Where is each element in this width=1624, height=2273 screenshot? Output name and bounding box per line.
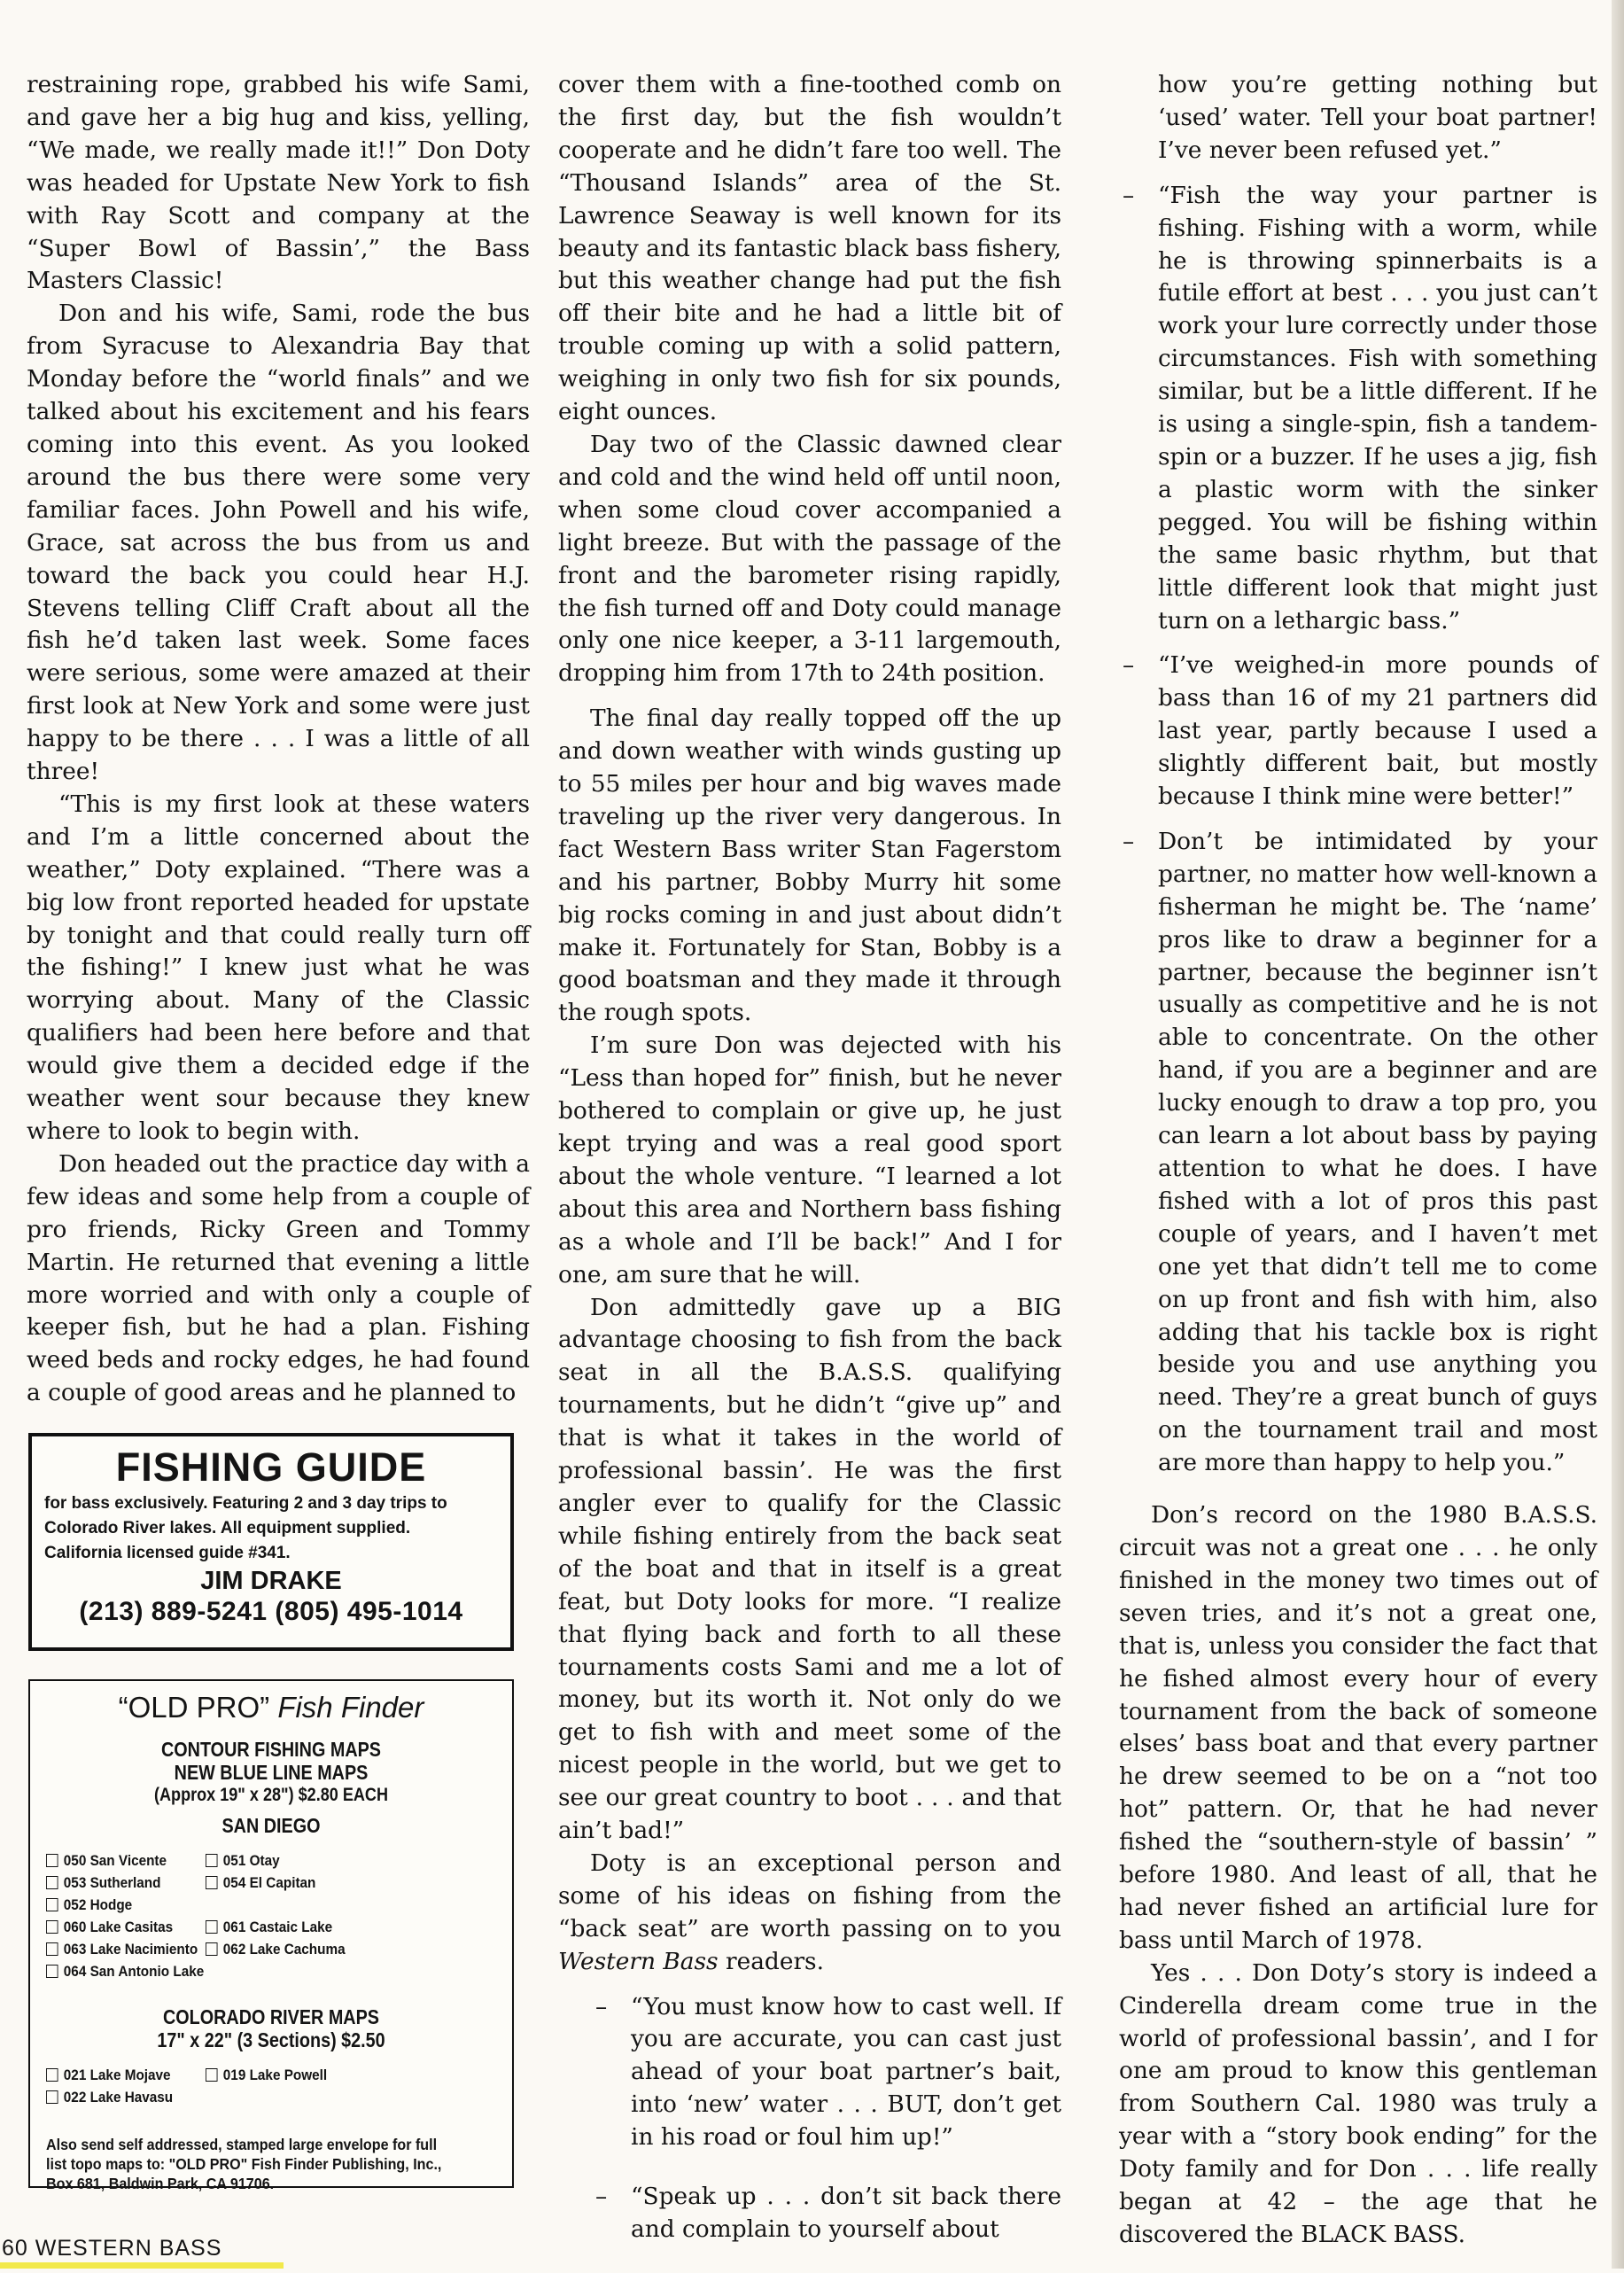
colorado-map-list xyxy=(46,2064,451,2108)
map-row xyxy=(46,2086,451,2108)
ad-order-instructions xyxy=(46,2135,460,2193)
dash-bullet: – xyxy=(595,2183,608,2211)
ad-line: for bass exclusively. Featuring 2 and 3 day trips to xyxy=(44,1494,447,1513)
map-label: 053 Sutherland xyxy=(63,1874,161,1891)
tip-text: “You must know how to cast well. If you are accurate, you can cast just ahead of your boat partner’s bait, into ‘new’ water . . . BUT, don’t get in his road or foul him up!” xyxy=(631,1992,1061,2152)
dash-bullet: – xyxy=(1123,181,1135,209)
map-option xyxy=(46,2064,206,2086)
map-option xyxy=(46,1894,206,1916)
tip-continuation: how you’re getting nothing but ‘used’ water. Tell your boat partner! I’ve never been refused yet.” xyxy=(1158,71,1597,164)
map-label: 052 Hodge xyxy=(63,1896,133,1913)
article-paragraph: Yes . . . Don Doty’s story is indeed a Cinderella dream come true in the world of professional bassin’, and I for one am proud to know this gentleman from Southern Cal. 1980 was truly a year with a “story book ending” for the Doty family and for Don . . . life really began at 42 – the age that he discovered the BLACK BASS. xyxy=(1119,1958,1597,2248)
checkbox-icon xyxy=(206,1854,218,1867)
article-paragraph: cover them with a fine-toothed comb on the first day, but the fish wouldn’t cooperate and he didn’t fare too well. The “Thousand Islands” area of the St. Lawrence Seaway is well known for its beauty and its fantastic black bass fishery, but this weather change had put the fish off their bite and he had a little bit of trouble coming up with a solid pattern, weighing in only two fish for six pounds, eight ounces. xyxy=(558,71,1061,426)
article-paragraph xyxy=(558,1848,1061,1979)
ad-region-heading: SAN DIEGO xyxy=(221,1814,321,1837)
article-paragraph: restraining rope, grabbed his wife Sami, and gave her a big hug and kiss, yelling, “We made, we really made it!!” Don Doty was headed for Upstate New York to fish with Ray Scott and company at the “Super Bowl of Bassin’,” the Bass Masters Classic! xyxy=(27,71,530,295)
checkbox-icon xyxy=(46,2068,58,2082)
map-option xyxy=(206,1872,365,1894)
map-label: 019 Lake Powell xyxy=(222,2067,328,2083)
map-option xyxy=(46,1938,206,1960)
article-paragraph: Don’s record on the 1980 B.A.S.S. circuit was not a great one . . . he only finished in the money two times out of seven tries, and it’s not a great one, that is, unless you consider the fact that he fished almost every hour of every tournament from the back of someone elses’ bass boat and that every partner he drew seemed to be on a “not too hot” pattern. Or, that he had never fished the “southern-style of bassin’ ” before 1980. And least of all, that he had never fished an artificial lure for bass until March of 1978. xyxy=(1119,1501,1597,1954)
tip-text: “Speak up . . . don’t sit back there and complain to yourself about xyxy=(631,2183,1061,2243)
map-row xyxy=(46,1849,451,1872)
magazine-name: Western Bass xyxy=(558,1947,719,1975)
map-row xyxy=(46,2064,451,2086)
ad-title-lead: “OLD PRO” xyxy=(118,1691,270,1724)
fishing-guide-ad xyxy=(28,1433,514,1651)
checkbox-icon xyxy=(46,1942,58,1956)
map-option xyxy=(46,1960,285,1982)
map-label: 051 Otay xyxy=(222,1852,280,1869)
ad-title: FISHING GUIDE xyxy=(115,1444,427,1490)
dash-bullet: – xyxy=(595,1992,608,2020)
map-label: 063 Lake Nacimiento xyxy=(63,1941,198,1958)
ad-price: (Approx 19" x 28") $2.80 EACH xyxy=(153,1785,389,1805)
tip-text: “Fish the way your partner is fishing. Fishing with a worm, while he is throwing spinnerbaits is a futile effort at best . . . you just can’t work your lure correctly under those circumstances. Fish with something similar, but be a little different. If he is using a single-spin, fish a tandem-spin or a buzzer. If he uses a jig, fish a plastic worm with the sinker pegged. You will be fishing within the same basic rhythm, but that little different look that might just turn on a lethargic bass.” xyxy=(1158,181,1597,634)
tip-item xyxy=(592,2181,1061,2246)
tip-item xyxy=(592,1991,1061,2155)
map-option xyxy=(46,2086,206,2108)
ad-footer-line: Box 681, Baldwin Park, CA 91706. xyxy=(46,2175,275,2192)
tip-item xyxy=(1119,650,1597,813)
checkbox-icon xyxy=(46,1920,58,1934)
tip-text: Don’t be intimidated by your partner, no matter how well-known a fisherman he might be. The ‘name’ pros like to draw a beginner for a partner, because the beginner isn’t usually as competitive and he is not able to concentrate. On the other hand, if you are a beginner and are lucky enough to draw a top pro, you can learn a lot about bass by paying attention to what he does. I have fished with a lot of pros this past couple of years, and I haven’t met one yet that didn’t tell me to come on up front and fish with him, also adding that his tackle box is right beside you and use anything you need. They’re a great bunch of guys on the tournament trail and most are more than happy to help you.” xyxy=(1158,827,1597,1477)
tips-list xyxy=(1119,180,1597,1480)
footer-stripe xyxy=(0,2262,284,2269)
map-row xyxy=(46,1872,451,1894)
dash-bullet: – xyxy=(1123,827,1135,855)
map-label: 050 San Vicente xyxy=(63,1852,167,1869)
map-label: 062 Lake Cachuma xyxy=(222,1941,346,1958)
map-option xyxy=(206,2064,365,2086)
page-edge-shadow xyxy=(1612,0,1624,2269)
article-paragraph: Day two of the Classic dawned clear and cold and the wind held off until noon, when some cloud cover accompanied a light breeze. But with the passage of the front and the barometer rising rapidly, the fish turned off and Doty could manage only one nice keeper, a 3-11 largemouth, dropping him from 17th to 24th position. xyxy=(558,430,1061,688)
map-label: 054 El Capitan xyxy=(222,1874,316,1891)
article-paragraph: Don headed out the practice day with a few ideas and some help from a couple of pro friends, Ricky Green and Tommy Martin. He returned that evening a little more worried and with only a couple of keeper fish, but he had a plan. Fishing weed beds and rocky edges, he had found a couple of good areas and he planned to xyxy=(27,1149,530,1407)
san-diego-map-list xyxy=(46,1849,451,1982)
ad-phone-numbers: (213) 889-5241 (805) 495-1014 xyxy=(79,1597,463,1626)
checkbox-icon xyxy=(206,1876,218,1889)
map-row xyxy=(46,1894,451,1916)
tip-text: “I’ve weighed-in more pounds of bass than 16 of my 21 partners did last year, partly because I used a slightly different bait, but mostly because I think mine were better!” xyxy=(1158,651,1597,811)
map-option xyxy=(206,1849,365,1872)
checkbox-icon xyxy=(46,1898,58,1911)
checkbox-icon xyxy=(206,1920,218,1934)
map-label: 022 Lake Havasu xyxy=(63,2089,174,2106)
ad-line: California licensed guide #341. xyxy=(44,1544,291,1562)
ad-line: NEW BLUE LINE MAPS xyxy=(174,1761,369,1784)
ad-guide-name: JIM DRAKE xyxy=(200,1567,342,1595)
checkbox-icon xyxy=(46,1965,58,1978)
article-column-2 xyxy=(558,69,1061,2273)
dash-bullet: – xyxy=(1123,651,1135,680)
ad-region-heading: COLORADO RIVER MAPS xyxy=(163,2005,379,2028)
checkbox-icon xyxy=(206,1942,218,1956)
article-paragraph: I’m sure Don was dejected with his “Less than hoped for” finish, but he never bothered to complain or give up, he just kept trying and was a real good sport about the whole venture. “I learned a lot about this area and Northern bass fishing as a whole and I’ll be back!” And I for one, am sure that he will. xyxy=(558,1031,1061,1288)
checkbox-icon xyxy=(46,1876,58,1889)
tip-item xyxy=(1119,826,1597,1480)
map-option xyxy=(46,1872,206,1894)
ad-line: Colorado River lakes. All equipment supplied. xyxy=(44,1519,411,1537)
map-label: 021 Lake Mojave xyxy=(63,2067,171,2083)
checkbox-icon xyxy=(46,2090,58,2104)
checkbox-icon xyxy=(46,1854,58,1867)
map-row xyxy=(46,1960,451,1982)
article-paragraph: Don admittedly gave up a BIG advantage choosing to fish from the back seat in all the B.A.S.S. qualifying tournaments, but he didn’t “give up” and that is what it takes in the world of professional bassin’. He was the first angler ever to qualify for the Classic while fishing entirely from the back seat of the boat and that in itself is a great feat, but Doty looks for more. “I realize that flying back and forth to all these tournaments costs Sami and me a lot of money, but its worth it. Not only do we get to fish with and meet some of the nicest people in the world, but we get to see our great country to boot . . . and that ain’t bad!” xyxy=(558,1293,1061,1845)
old-pro-fish-finder-ad xyxy=(28,1679,514,2192)
article-paragraph: The final day really topped off the up and down weather with winds gusting up to 55 miles per hour and big waves made traveling up the river very dangerous. In fact Western Bass writer Stan Fagerstom and his partner, Bobby Murry hit some big rocks coming in and just about didn’t make it. Fortunately for Stan, Bobby is a good boatsman and they made it through the rough spots. xyxy=(558,704,1061,1027)
map-row xyxy=(46,1916,451,1938)
ad-price: 17" x 22" (3 Sections) $2.50 xyxy=(157,2028,385,2051)
page-number-label: 60 WESTERN BASS xyxy=(2,2236,222,2261)
map-option xyxy=(206,1916,365,1938)
map-option xyxy=(46,1849,206,1872)
intro-text: Doty is an exceptional person and some of his ideas on fishing from the “back seat” are worth passing on to you xyxy=(558,1849,1061,1942)
checkbox-icon xyxy=(206,2068,218,2082)
article-column-1 xyxy=(27,69,530,1410)
tips-list xyxy=(592,1991,1061,2246)
article-paragraph: “This is my first look at these waters and I’m a little concerned about the weather,” Doty explained. “There was a big low front reported headed for upstate by tonight and that could really turn off the fishing!” I knew just what he was worrying about. Many of the Classic qualifiers had been here before and that would give them a decided edge if the weather went sour because they knew where to look to begin with. xyxy=(27,790,530,1145)
map-label: 060 Lake Casitas xyxy=(63,1919,174,1935)
page-footer xyxy=(0,2233,284,2269)
map-option xyxy=(206,1938,365,1960)
ad-title-italic: Fish Finder xyxy=(277,1691,424,1724)
article-column-3 xyxy=(1119,69,1597,2252)
ad-title xyxy=(46,1690,496,1725)
tip-item xyxy=(1119,180,1597,638)
article-paragraph: Don and his wife, Sami, rode the bus from Syracuse to Alexandria Bay that Monday before the “world finals” and we talked about his excitement and his fears coming into this event. As you looked around the bus there were some very familiar faces. John Powell and his wife, Grace, sat across the bus from us and toward the back you could hear H.J. Stevens telling Cliff Craft about all the fish he’d taken last week. Some faces were serious, some were amazed at their first look at New York and some were just happy to be there . . . I was a little of all three! xyxy=(27,300,530,786)
map-label: 061 Castaic Lake xyxy=(222,1919,333,1935)
ad-line: CONTOUR FISHING MAPS xyxy=(160,1738,382,1761)
map-option xyxy=(46,1916,206,1938)
intro-text: readers. xyxy=(718,1947,824,1975)
ad-footer-line: list topo maps to: "OLD PRO" Fish Finder Publishing, Inc., xyxy=(46,2155,442,2173)
ad-footer-line: Also send self addressed, stamped large envelope for full xyxy=(46,2136,438,2153)
map-row xyxy=(46,1938,451,1960)
map-label: 064 San Antonio Lake xyxy=(63,1963,205,1980)
